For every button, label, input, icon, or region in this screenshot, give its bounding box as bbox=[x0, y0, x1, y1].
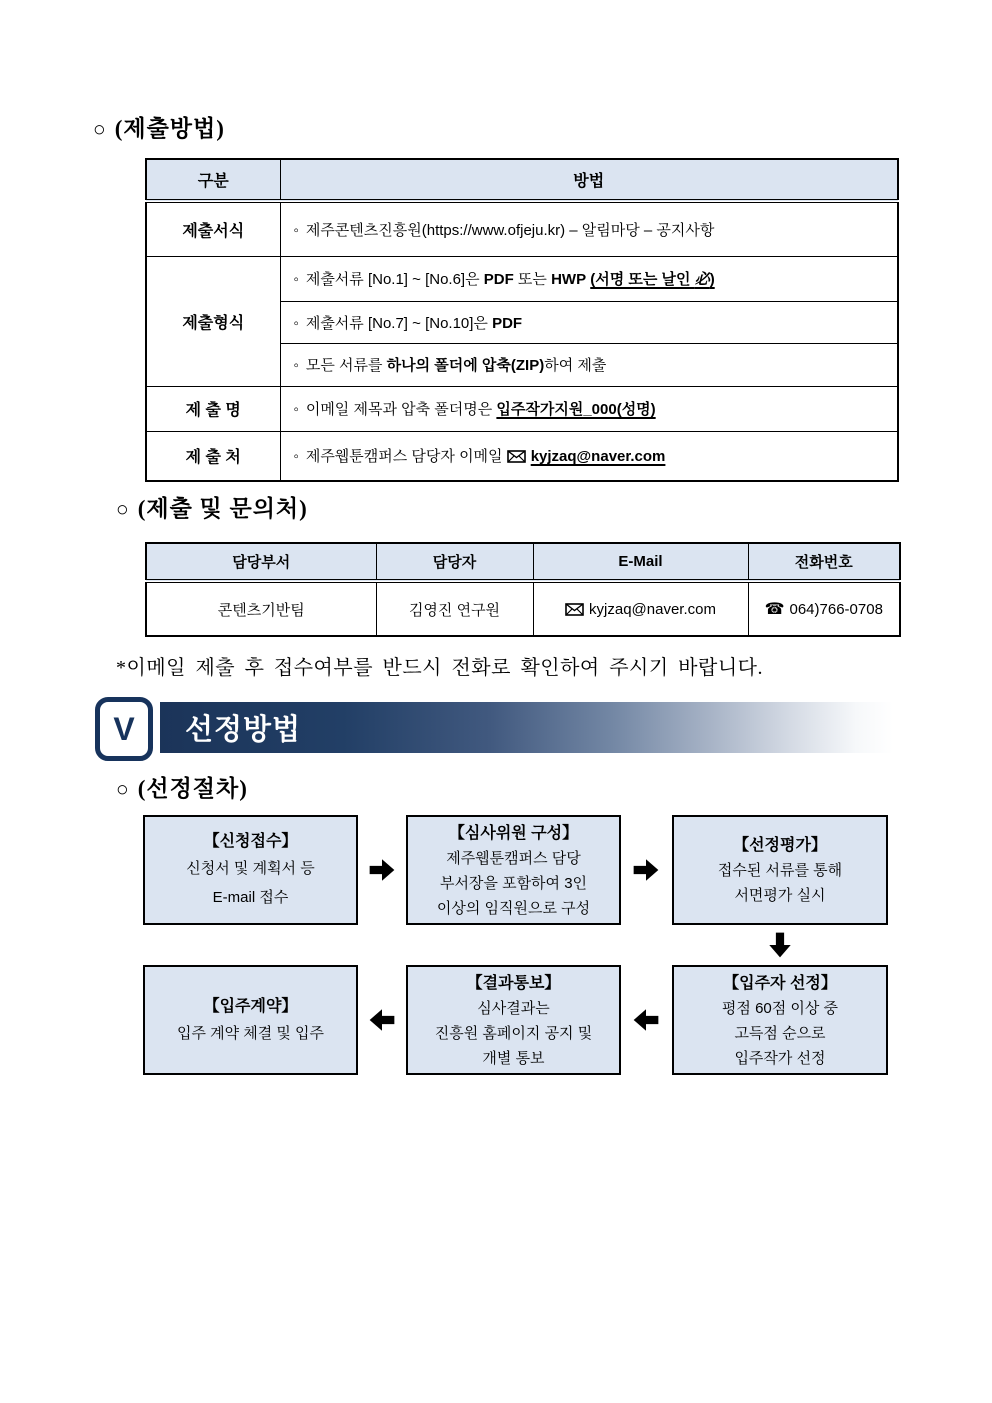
flow-box-line: 부서장을 포함하여 3인 bbox=[439, 874, 588, 892]
table-header-row bbox=[146, 159, 898, 201]
arrow-down-icon bbox=[767, 931, 793, 959]
filetype2-pdf: PDF bbox=[492, 314, 523, 332]
section-title-bar bbox=[160, 702, 893, 753]
row-value-filetype-1 bbox=[280, 256, 898, 301]
flow-box-line: 제주웹툰캠퍼스 담당 bbox=[446, 849, 581, 867]
contact-phone: 064)766-0708 bbox=[789, 601, 883, 618]
contact-header-row bbox=[146, 543, 900, 581]
flow-box-title: 【결과통보】 bbox=[466, 974, 561, 992]
filetype3-zip: 하나의 폴더에 압축(ZIP) bbox=[386, 357, 545, 374]
row-value-dest bbox=[280, 431, 898, 481]
row-label-name: 제 출 명 bbox=[146, 386, 280, 431]
filetype1-mid: 또는 bbox=[513, 271, 552, 288]
flow-box-application bbox=[143, 815, 358, 925]
col-header-person: 담당자 bbox=[376, 543, 533, 581]
flow-box-line: 진흥원 홈페이지 공지 및 bbox=[434, 1024, 593, 1042]
table-row-filetype-1 bbox=[146, 256, 898, 301]
flow-box-line: E-mail 접수 bbox=[212, 889, 289, 906]
heading-procedure-text: (선정절차) bbox=[137, 776, 248, 801]
item-bullet-icon: ◦ bbox=[293, 448, 299, 466]
arrow-left-icon bbox=[632, 1007, 660, 1033]
item-bullet-icon: ◦ bbox=[293, 314, 299, 332]
table-row-name bbox=[146, 386, 898, 431]
section-number-badge bbox=[95, 697, 153, 761]
flow-box-title: 【신청접수】 bbox=[203, 833, 298, 850]
table-row-dest bbox=[146, 431, 898, 481]
dest-email: kyjzaq@naver.com bbox=[530, 448, 666, 466]
section-number: V bbox=[113, 710, 135, 747]
row-value-format bbox=[280, 201, 898, 256]
item-bullet-icon: ◦ bbox=[293, 401, 299, 418]
col-header-method: 방법 bbox=[280, 159, 898, 201]
flow-box-line: 평점 60점 이상 중 bbox=[721, 999, 839, 1017]
item-bullet-icon: ◦ bbox=[293, 221, 299, 239]
row-label-format: 제출서식 bbox=[146, 201, 280, 256]
flow-box-line: 이상의 임직원으로 구성 bbox=[436, 899, 591, 917]
flow-box-line: 고득점 순으로 bbox=[734, 1024, 826, 1042]
phone-icon: ☎ bbox=[764, 601, 785, 618]
row-value-filetype-3 bbox=[280, 343, 898, 386]
sig-must: 必 bbox=[694, 271, 710, 288]
sig-pre: (서명 또는 날인 bbox=[590, 271, 695, 288]
name-pre: 이메일 제목과 압축 폴더명은 bbox=[305, 401, 497, 418]
flow-box-title: 【입주자 선정】 bbox=[723, 974, 837, 992]
flow-box-line: 심사결과는 bbox=[477, 999, 550, 1017]
filetype1-pre: 제출서류 [No.1] ~ [No.6]은 bbox=[305, 271, 484, 288]
flow-box-title: 【입주계약】 bbox=[203, 997, 298, 1015]
filetype1-hwp: HWP bbox=[551, 271, 587, 288]
row-value-name bbox=[280, 386, 898, 431]
flow-box-title: 【선정평가】 bbox=[733, 837, 827, 854]
flow-box-line: 신청서 및 계획서 등 bbox=[186, 860, 315, 877]
flow-box-selection bbox=[672, 965, 888, 1075]
flow-box-evaluation bbox=[672, 815, 888, 925]
filetype2-pre: 제출서류 [No.7] ~ [No.10]은 bbox=[305, 314, 493, 332]
col-header-phone: 전화번호 bbox=[748, 543, 900, 581]
flow-box-committee bbox=[406, 815, 621, 925]
flow-box-contract bbox=[143, 965, 358, 1075]
circle-bullet-icon: ○ bbox=[93, 117, 107, 141]
filetype1-pdf: PDF bbox=[483, 271, 514, 288]
flow-box-title: 【심사위원 구성】 bbox=[448, 824, 579, 842]
item-bullet-icon: ◦ bbox=[293, 357, 299, 374]
item-bullet-icon: ◦ bbox=[293, 271, 299, 288]
row-value-filetype-2 bbox=[280, 301, 898, 343]
flow-box-line: 서면평가 실시 bbox=[734, 887, 826, 904]
heading-submission-method bbox=[93, 110, 225, 143]
col-header-dept: 담당부서 bbox=[146, 543, 376, 581]
flow-box-line: 개별 통보 bbox=[482, 1049, 545, 1067]
contact-person: 김영진 연구원 bbox=[376, 581, 533, 636]
col-header-email: E-Mail bbox=[533, 543, 748, 581]
section-title: 선정방법 bbox=[185, 714, 302, 746]
filetype3-post: 하여 제출 bbox=[544, 357, 607, 374]
arrow-right-icon bbox=[632, 857, 660, 883]
contact-phone-cell bbox=[748, 581, 900, 636]
email-confirmation-note: *이메일 제출 후 접수여부를 반드시 전화로 확인하여 주시기 바랍니다. bbox=[116, 657, 763, 679]
filetype3-pre: 모든 서류를 bbox=[305, 357, 387, 374]
circle-bullet-icon: ○ bbox=[116, 777, 130, 801]
dest-pre: 제주웹툰캠퍼스 담당자 이메일 bbox=[305, 448, 507, 466]
arrow-right-icon bbox=[368, 857, 396, 883]
row-label-filetype: 제출형식 bbox=[146, 256, 280, 386]
col-header-type: 구분 bbox=[146, 159, 280, 201]
filetype1-signature-note bbox=[590, 271, 714, 288]
format-text: 제주콘텐츠진흥원(https://www.ofjeju.kr) – 알림마당 – 공지사항 bbox=[305, 221, 715, 239]
envelope-icon bbox=[507, 450, 526, 463]
heading-procedure bbox=[116, 770, 248, 803]
table-row-format bbox=[146, 201, 898, 256]
envelope-icon bbox=[565, 603, 584, 616]
heading-contact-text: (제출 및 문의처) bbox=[137, 496, 308, 521]
flow-box-line: 입주 계약 체결 및 입주 bbox=[176, 1024, 325, 1042]
contact-table bbox=[145, 542, 901, 637]
circle-bullet-icon: ○ bbox=[116, 497, 130, 521]
flow-box-notification bbox=[406, 965, 621, 1075]
flow-box-line: 입주작가 선정 bbox=[734, 1049, 826, 1067]
contact-email-cell bbox=[533, 581, 748, 636]
name-folder: 입주작가지원_000(성명) bbox=[496, 401, 656, 418]
flow-box-line: 접수된 서류를 통해 bbox=[717, 862, 843, 879]
heading-contact bbox=[116, 490, 308, 523]
row-label-dest: 제 출 처 bbox=[146, 431, 280, 481]
submission-method-table bbox=[145, 158, 899, 482]
contact-dept: 콘텐츠기반팀 bbox=[146, 581, 376, 636]
arrow-left-icon bbox=[368, 1007, 396, 1033]
contact-email: kyjzaq@naver.com bbox=[589, 600, 716, 618]
sig-post: ) bbox=[709, 271, 715, 288]
heading-submission-text: (제출방법) bbox=[114, 116, 225, 141]
contact-data-row bbox=[146, 581, 900, 636]
